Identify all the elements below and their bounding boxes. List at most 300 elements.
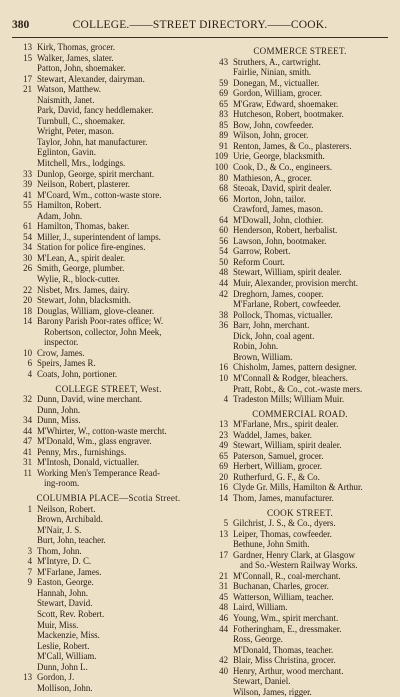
house-number: 6 (27, 358, 32, 369)
entry-text: Crawford, James, mason. (233, 204, 323, 215)
directory-entry (12, 525, 205, 536)
house-number: 11 (23, 467, 32, 478)
directory-entry (12, 468, 205, 489)
entry-text: Mathieson, A., grocer. (233, 172, 312, 183)
entry-text: Barr, John, merchant. (233, 320, 310, 331)
directory-entry (12, 514, 205, 525)
entry-text: Working Men's Temperance Read- (37, 467, 161, 478)
house-number: 55 (23, 200, 32, 211)
house-number: 41 (23, 189, 32, 200)
directory-entry (12, 662, 205, 673)
entry-text: Dunn, John. (37, 404, 81, 415)
directory-entry (12, 369, 205, 380)
house-number: 48 (219, 602, 228, 613)
house-number: 9 (27, 577, 32, 588)
house-number: 21 (219, 570, 228, 581)
directory-entry (12, 535, 205, 546)
entry-text: Muir, Alexander, provision mercht. (233, 278, 358, 289)
entry-text: Park, David, fancy heddlemaker. (37, 105, 154, 116)
house-number: 14 (219, 492, 228, 503)
entry-text: Brown, Archibald. (37, 514, 103, 525)
directory-entry (208, 173, 392, 184)
directory-entry (12, 405, 205, 416)
entry-text: Rutherfurd, G. F., & Co. (233, 471, 320, 482)
house-number: 66 (219, 193, 228, 204)
directory-entry (12, 504, 205, 515)
entry-text: Mollison, John. (37, 682, 93, 693)
directory-entry (12, 651, 205, 662)
entry-text: Laird, William. (233, 602, 288, 613)
street-heading: COLUMBIA PLACE—Scotia Street. (36, 492, 181, 503)
street-heading: COOK STREET. (267, 507, 333, 518)
directory-entry (12, 588, 205, 599)
entry-text: M'Lean, A., spirit dealer. (37, 252, 126, 263)
directory-entry (12, 683, 205, 694)
directory-entry (12, 306, 205, 317)
entry-text: Hamilton, Robert. (37, 200, 102, 211)
directory-entry (12, 415, 205, 426)
directory-entry (12, 672, 205, 683)
house-number: 44 (23, 425, 32, 436)
entry-text: Stewart, William, spirit dealer. (233, 440, 342, 451)
house-number: 36 (219, 320, 228, 331)
entry-text: Nisbet, Mrs. James, dairy. (37, 284, 130, 295)
house-number: 33 (23, 168, 32, 179)
directory-entry (208, 225, 392, 236)
entry-text: Gilchrist, J. S., & Co., dyers. (233, 518, 336, 529)
entry-text: Gordon, William, grocer. (233, 88, 322, 99)
entry-text: Dunn, Miss. (37, 415, 81, 426)
directory-entry (208, 419, 392, 430)
house-number: 85 (219, 119, 228, 130)
directory-entry (12, 105, 205, 116)
entry-text: Wilson, John, grocer. (233, 130, 309, 141)
entry-text: Struthers, A., cartwright. (233, 56, 321, 67)
house-number: 44 (219, 278, 228, 289)
entry-text: ing-room. (44, 478, 80, 489)
entry-text: Stewart, David. (37, 598, 93, 609)
entry-text: Chisholm, James, pattern designer. (233, 362, 357, 373)
directory-entry (208, 341, 392, 352)
house-number: 65 (219, 450, 228, 461)
house-number: 41 (23, 446, 32, 457)
directory-entry (208, 581, 392, 592)
directory-entry (208, 257, 392, 268)
entry-text: Burt, John, teacher. (37, 535, 106, 546)
entry-text: M'Farlane, James. (37, 566, 102, 577)
directory-entry (208, 602, 392, 613)
directory-entry (12, 253, 205, 264)
entry-text: M'Connall, R., coal-merchant. (233, 570, 341, 581)
directory-entry (12, 53, 205, 64)
directory-entry (208, 430, 392, 441)
entry-text: Eglinton, Gavin. (37, 147, 96, 158)
house-number: 10 (219, 372, 228, 383)
entry-text: Mitchell, Mrs., lodgings. (37, 158, 126, 169)
directory-entry (12, 285, 205, 296)
entry-text: Naismith, Janet. (37, 94, 95, 105)
house-number: 7 (27, 566, 32, 577)
directory-entry (208, 310, 392, 321)
directory-entry (12, 348, 205, 359)
directory-entry (208, 246, 392, 257)
header-rule (12, 37, 388, 38)
directory-entry (12, 126, 205, 137)
house-number: 31 (23, 457, 32, 468)
entry-text: Paterson, Samuel, grocer. (233, 450, 324, 461)
house-number: 4 (223, 394, 228, 405)
entry-text: Leiper, Thomas, cowfeeder. (233, 528, 332, 539)
house-number: 39 (23, 179, 32, 190)
entry-text: Scott, Rev. Robert. (37, 608, 105, 619)
entry-text: Speirs, James R. (37, 358, 96, 369)
running-head (12, 18, 388, 32)
entry-text: Hamilton, Thomas, baker. (37, 221, 130, 232)
house-number: 4 (27, 368, 32, 379)
directory-entry (12, 137, 205, 148)
entry-text: M'Call, William. (37, 651, 97, 662)
entry-text: M'Nair, J. S. (37, 524, 82, 535)
entry-text: M'Intyre, D. C. (37, 556, 92, 567)
page-number: 380 (12, 19, 30, 31)
page-title: COLLEGE.——STREET DIRECTORY.——COOK. (72, 19, 328, 31)
directory-entry (12, 274, 205, 285)
directory-entry (12, 190, 205, 201)
entry-text: Stewart, John, blacksmith. (37, 295, 131, 306)
directory-entry (12, 158, 205, 169)
entry-text: Taylor, John, hat manufacturer. (37, 136, 148, 147)
entry-text: Herbert, William, grocer. (233, 461, 322, 472)
entry-text: Dunn, John L. (37, 661, 88, 672)
house-number: 13 (23, 42, 32, 52)
entry-text: Coats, John, portioner. (37, 368, 118, 379)
directory-entry (12, 358, 205, 369)
house-number: 69 (219, 461, 228, 472)
entry-text: Stewart, Daniel. (233, 676, 291, 687)
entry-text: Pollock, Thomas, victualler. (233, 309, 333, 320)
entry-text: Mackenzie, Miss. (37, 630, 100, 641)
house-number: 30 (23, 252, 32, 263)
house-number: 34 (23, 415, 32, 426)
directory-entry (208, 482, 392, 493)
entry-text: Waddel, James, baker. (233, 429, 312, 440)
directory-entry (208, 394, 392, 405)
house-number: 47 (23, 436, 32, 447)
entry-text: Crow, James. (37, 347, 85, 358)
directory-entry (208, 204, 392, 215)
directory-entry (12, 426, 205, 437)
directory-entry (208, 687, 392, 697)
entry-text: Leslie, Robert. (37, 640, 90, 651)
house-number: 109 (214, 151, 228, 162)
entry-text: Ross, George. (233, 634, 283, 645)
house-number: 54 (219, 246, 228, 257)
house-number: 17 (23, 73, 32, 84)
entry-text: Walker, James, slater. (37, 52, 114, 63)
house-number: 1 (27, 503, 32, 514)
directory-entry (208, 120, 392, 131)
entry-text: Cook, D., & Co., engineers. (233, 162, 333, 173)
house-number: 83 (219, 109, 228, 120)
directory-entry (12, 598, 205, 609)
entry-text: inspector. (44, 337, 79, 348)
house-number: 61 (23, 221, 32, 232)
directory-entry (208, 267, 392, 278)
entry-text: Adam, John. (37, 210, 83, 221)
entry-text: Miller, J., superintendent of lamps. (37, 231, 161, 242)
entry-text: Pratt, Robt., & Co., cot.-waste mers. (233, 383, 363, 394)
directory-entry (208, 141, 392, 152)
directory-entry (12, 179, 205, 190)
entry-text: Station for police fire-engines. (37, 242, 146, 253)
entry-text: Clyde Gr. Mills, Hamilton & Arthur. (233, 482, 363, 493)
directory-entry (12, 200, 205, 211)
directory-entry (208, 67, 392, 78)
entry-text: Barony Parish Poor-rates office; W. (37, 316, 164, 327)
house-number: 13 (219, 528, 228, 539)
entry-text: and So.-Western Railway Works. (240, 560, 358, 571)
entry-text: Kirk, Thomas, grocer. (37, 42, 115, 52)
entry-text: M'Donald, Thomas, teacher. (233, 644, 334, 655)
house-number: 69 (219, 88, 228, 99)
house-number: 68 (219, 183, 228, 194)
entry-text: M'Intosh, Donald, victualler. (37, 457, 139, 468)
directory-entry (208, 183, 392, 194)
directory-entry (208, 57, 392, 68)
directory-entry (12, 42, 205, 53)
directory-entry (208, 109, 392, 120)
house-number: 65 (219, 98, 228, 109)
entry-text: M'Graw, Edward, shoemaker. (233, 98, 339, 109)
directory-entry (208, 362, 392, 373)
entry-text: Smith, George, plumber. (37, 263, 125, 274)
directory-entry (208, 550, 392, 571)
directory-entry (208, 278, 392, 289)
directory-entry (208, 352, 392, 363)
house-number: 42 (219, 288, 228, 299)
entry-text: Neilson, Robert. (37, 503, 96, 514)
entry-text: Penny, Mrs., furnishings. (37, 446, 127, 457)
directory-entry (208, 320, 392, 331)
entry-text: Hutcheson, Robert, bootmaker. (233, 109, 344, 120)
house-number: 10 (23, 347, 32, 358)
house-number: 40 (219, 665, 228, 676)
entry-text: Henry, Arthur, wood merchant. (233, 665, 344, 676)
entry-text: Tradeston Mills; William Muir. (233, 394, 345, 405)
house-number: 91 (219, 140, 228, 151)
entry-text: Gardner, Henry Clark, at Glasgow (233, 549, 355, 560)
entry-text: Urie, George, blacksmith. (233, 151, 325, 162)
directory-entry (12, 169, 205, 180)
directory-entry (12, 95, 205, 106)
entry-text: Easton, George. (37, 577, 94, 588)
entry-text: Neilson, Robert, plasterer. (37, 179, 130, 190)
house-number: 42 (219, 655, 228, 666)
house-number: 49 (219, 440, 228, 451)
directory-entry (12, 316, 205, 348)
street-heading: COMMERCIAL ROAD. (252, 408, 348, 419)
directory-entry (12, 221, 205, 232)
house-number: 16 (219, 482, 228, 493)
directory-entry (208, 676, 392, 687)
street-heading: COLLEGE STREET, West. (55, 383, 162, 394)
directory-entry (12, 641, 205, 652)
entry-text: Garrow, Robert. (233, 246, 291, 257)
directory-entry (208, 384, 392, 395)
entry-text: Patton, John, shoemaker. (37, 63, 126, 74)
entry-text: Dick, John, coal agent. (233, 330, 315, 341)
house-number: 56 (219, 235, 228, 246)
directory-entry (208, 472, 392, 483)
house-number: 13 (23, 672, 32, 683)
house-number: 26 (23, 263, 32, 274)
house-number: 45 (219, 591, 228, 602)
house-number: 18 (23, 305, 32, 316)
directory-entry (208, 539, 392, 550)
house-number: 59 (219, 77, 228, 88)
house-number: 50 (219, 256, 228, 267)
house-number: 21 (23, 84, 32, 95)
entry-text: Brown, William. (233, 351, 293, 362)
entry-text: Turnbull, C., shoemaker. (37, 115, 125, 126)
directory-entry (12, 447, 205, 458)
directory-entry (208, 215, 392, 226)
directory-entry (12, 394, 205, 405)
entry-text: Wilson, James, rigger. (233, 686, 312, 697)
directory-entry (12, 74, 205, 85)
entry-text: Douglas, William, glove-cleaner. (37, 305, 155, 316)
house-number: 5 (223, 518, 228, 529)
house-number: 15 (23, 52, 32, 63)
entry-text: Henderson, Robert, herbalist. (233, 225, 338, 236)
house-number: 20 (219, 471, 228, 482)
directory-entry (12, 63, 205, 74)
directory-entry (208, 289, 392, 300)
directory-entry (208, 162, 392, 173)
directory-entry (208, 613, 392, 624)
entry-text: Watson, Matthew. (37, 84, 102, 95)
directory-entry (208, 634, 392, 645)
entry-text: Muir, Miss. (37, 619, 79, 630)
directory-entry (208, 151, 392, 162)
house-number: 34 (23, 242, 32, 253)
entry-text: Watterson, William, teacher. (233, 591, 334, 602)
directory-entry (208, 194, 392, 205)
entry-text: Buchanan, Charles, grocer. (233, 581, 329, 592)
entry-text: Bow, John, cowfeeder. (233, 119, 314, 130)
directory-entry (208, 451, 392, 462)
directory-entry (12, 567, 205, 578)
directory-entry (12, 577, 205, 588)
house-number: 44 (219, 623, 228, 634)
directory-entry (208, 299, 392, 310)
directory-entry (12, 263, 205, 274)
directory-entry (12, 556, 205, 567)
directory-entry (12, 295, 205, 306)
directory-entry (208, 529, 392, 540)
house-number: 4 (27, 556, 32, 567)
entry-text: M'Farlane, Mrs., spirit dealer. (233, 419, 339, 430)
directory-entry (208, 331, 392, 342)
entry-text: Donegan, M., victualler. (233, 77, 320, 88)
entry-text: M'Whirter, W., cotton-waste mercht. (37, 425, 167, 436)
house-number: 89 (219, 130, 228, 141)
directory-entry (208, 571, 392, 582)
directory-entry (208, 440, 392, 451)
house-number: 46 (219, 612, 228, 623)
entry-text: Thom, John. (37, 545, 82, 556)
left-column (12, 42, 205, 693)
directory-entry (208, 78, 392, 89)
house-number: 14 (23, 316, 32, 327)
directory-entry (12, 211, 205, 222)
entry-text: M'Donald, Wm., glass engraver. (37, 436, 152, 447)
directory-entry (12, 242, 205, 253)
entry-text: Bethune, John Smith. (233, 539, 310, 550)
right-column (208, 42, 392, 697)
directory-entry (12, 436, 205, 447)
directory-entry (208, 461, 392, 472)
entry-text: Steoak, David, spirit dealer. (233, 183, 332, 194)
directory-entry (12, 609, 205, 620)
house-number: 48 (219, 267, 228, 278)
house-number: 3 (27, 545, 32, 556)
entry-text: Stewart, William, spirit dealer. (233, 267, 342, 278)
entry-text: Fairlie, Ninian, smith. (233, 67, 312, 78)
directory-entry (208, 493, 392, 504)
directory-entry (208, 666, 392, 677)
house-number: 20 (23, 295, 32, 306)
directory-entry (208, 518, 392, 529)
entry-text: M'Dowall, John, clothier. (233, 214, 324, 225)
directory-entry (12, 147, 205, 158)
entry-text: Gordon, J. (37, 672, 75, 683)
house-number: 80 (219, 172, 228, 183)
house-number: 32 (23, 394, 32, 405)
directory-entry (12, 116, 205, 127)
directory-entry (208, 236, 392, 247)
house-number: 31 (219, 581, 228, 592)
directory-entry (12, 546, 205, 557)
directory-entry (12, 620, 205, 631)
entry-text: Reform Court. (233, 256, 285, 267)
directory-entry (208, 624, 392, 635)
entry-text: Dreghorn, James, cooper. (233, 288, 324, 299)
directory-entry (12, 457, 205, 468)
entry-text: Wylie, R., block-cutter. (37, 274, 120, 285)
entry-text: Blair, Miss Christina, grocer. (233, 655, 336, 666)
house-number: 16 (219, 362, 228, 373)
entry-text: Wright, Peter, mason. (37, 126, 114, 137)
entry-text: Morton, John, tailor. (233, 193, 306, 204)
house-number: 13 (219, 419, 228, 430)
house-number: 38 (219, 309, 228, 320)
house-number: 100 (214, 162, 228, 173)
directory-entry (12, 232, 205, 243)
directory-entry (208, 592, 392, 603)
entry-text: Hannah, John. (37, 587, 89, 598)
house-number: 17 (219, 549, 228, 560)
entry-text: Thom, James, manufacturer. (233, 492, 334, 503)
entry-text: Lawson, John, bootmaker. (233, 235, 327, 246)
street-heading: COMMERCE STREET. (253, 46, 347, 56)
entry-text: Stewart, Alexander, dairyman. (37, 73, 145, 84)
entry-text: Fotheringham, E., dressmaker. (233, 623, 342, 634)
entry-text: M'Connall & Rodger, bleachers. (233, 372, 348, 383)
entry-text: Dunn, David, wine merchant. (37, 394, 142, 405)
entry-text: Renton, James, & Co., plasterers. (233, 140, 352, 151)
house-number: 54 (23, 231, 32, 242)
